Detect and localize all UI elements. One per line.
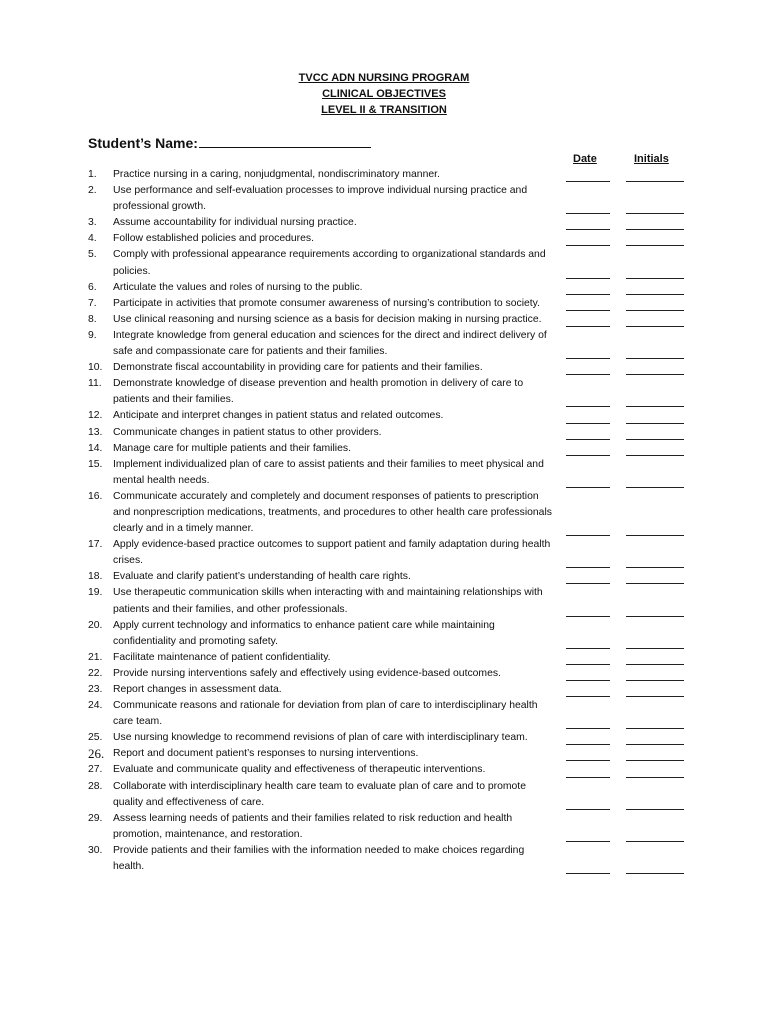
item-number: 6. [88,281,97,293]
list-item [88,408,688,424]
item-text: Demonstrate fiscal accountability in providing care for patients and their families. [113,362,483,374]
date-blank[interactable] [566,680,610,681]
date-blank[interactable] [566,294,610,295]
date-blank[interactable] [566,760,610,761]
item-number: 3. [88,217,97,229]
date-blank[interactable] [566,278,610,279]
student-name-label: Student’s Name: [88,135,198,151]
item-number: 23. [88,684,103,695]
initials-blank[interactable] [626,567,684,568]
date-blank[interactable] [566,583,610,584]
date-blank[interactable] [566,374,610,375]
item-text: Integrate knowledge from general education and sciences for the direct and indirect delivery of safe and compassionate care for patients and their families. [113,329,547,358]
initials-blank[interactable] [626,616,684,617]
item-text: Participate in activities that promote consumer awareness of nursing’s contribution to society. [113,297,540,309]
date-blank[interactable] [566,841,610,842]
date-column-header: Date [573,153,597,165]
initials-blank[interactable] [626,374,684,375]
initials-blank[interactable] [626,406,684,407]
initials-blank[interactable] [626,487,684,488]
item-number: 16. [88,490,103,502]
item-text: Manage care for multiple patients and their families. [113,442,351,454]
list-item [88,457,688,489]
list-item [88,183,688,215]
item-number: 25. [88,732,103,744]
initials-blank[interactable] [626,777,684,778]
initials-blank[interactable] [626,358,684,359]
list-item [88,746,688,762]
item-number: 29. [88,812,103,824]
item-text: Provide patients and their families with the information needed to make choices regarding health. [113,844,525,873]
item-number: 10. [88,362,103,374]
item-text: Use clinical reasoning and nursing science as a basis for decision making in nursing practice. [113,313,542,325]
initials-blank[interactable] [626,728,684,729]
list-item [88,762,688,778]
objective-list [88,167,688,875]
list-item [88,231,688,247]
program-title: TVCC ADN NURSING PROGRAM [298,72,470,84]
item-text: Report changes in assessment data. [113,684,282,695]
item-number: 28. [88,780,103,792]
item-number: 7. [88,297,97,309]
initials-blank[interactable] [626,809,684,810]
initials-blank[interactable] [626,455,684,456]
list-item [88,360,688,376]
date-blank[interactable] [566,358,610,359]
list-item [88,843,688,875]
item-number: 4. [88,233,97,245]
initials-blank[interactable] [626,294,684,295]
date-blank[interactable] [566,326,610,327]
item-text: Assess learning needs of patients and their families related to risk reduction and health promotion, maintenance, and restoration. [113,812,513,840]
item-text: Assume accountability for individual nursing practice. [113,217,357,229]
item-text: Collaborate with interdisciplinary health care team to evaluate plan of care and to promote quality and effectiveness of care. [113,780,526,808]
date-blank[interactable] [566,809,610,810]
list-item [88,569,688,585]
date-blank[interactable] [566,616,610,617]
date-blank[interactable] [566,213,610,214]
initials-blank[interactable] [626,648,684,649]
item-number: 5. [88,249,97,261]
list-item [88,730,688,746]
list-item [88,698,688,730]
list-item [88,537,688,569]
item-text: Demonstrate knowledge of disease prevention and health promotion in delivery of care to patients and their families. [113,378,524,406]
item-number: 27. [88,764,103,776]
item-number: 9. [88,329,97,341]
item-number: 20. [88,619,103,631]
list-item [88,280,688,296]
initials-blank[interactable] [626,326,684,327]
item-number: 17. [88,539,103,551]
initials-blank[interactable] [626,245,684,246]
item-text: Apply evidence-based practice outcomes to support patient and family adaptation during health crises. [113,539,551,567]
item-text: Evaluate and communicate quality and effectiveness of therapeutic interventions. [113,764,486,776]
date-blank[interactable] [566,744,610,745]
initials-blank[interactable] [626,841,684,842]
item-text: Follow established policies and procedures. [113,233,314,245]
level-title: LEVEL II & TRANSITION [321,104,447,116]
item-number: 22. [88,667,103,679]
list-item [88,425,688,441]
item-text: Use therapeutic communication skills when interacting with and maintaining relationships with patients and their families, and other professionals. [113,587,543,615]
initials-blank[interactable] [626,213,684,214]
initials-column-header: Initials [634,153,669,165]
item-text: Implement individualized plan of care to assist patients and their families to meet physical and mental health needs. [113,458,544,486]
item-text: Facilitate maintenance of patient confidentiality. [113,651,331,663]
item-text: Use performance and self-evaluation processes to improve individual nursing practice and professional growth. [113,185,528,213]
date-blank[interactable] [566,664,610,665]
initials-blank[interactable] [626,181,684,182]
list-item [88,682,688,698]
initials-blank[interactable] [626,680,684,681]
initials-blank[interactable] [626,744,684,745]
item-text: Comply with professional appearance requirements according to organizational standards and policies. [113,249,546,277]
date-blank[interactable] [566,181,610,182]
item-number: 13. [88,426,103,438]
initials-blank[interactable] [626,873,684,874]
initials-blank[interactable] [626,423,684,424]
list-item [88,650,688,666]
list-item [88,441,688,457]
initials-blank[interactable] [626,583,684,584]
initials-blank[interactable] [626,535,684,536]
list-item [88,328,688,360]
list-item [88,489,688,537]
date-blank[interactable] [566,423,610,424]
item-number: 21. [88,651,103,663]
date-blank[interactable] [566,777,610,778]
item-number: 19. [88,587,103,599]
initials-blank[interactable] [626,310,684,311]
list-item [88,811,688,843]
list-item [88,666,688,682]
item-text: Anticipate and interpret changes in patient status and related outcomes. [113,410,444,422]
item-number: 2. [88,185,97,197]
item-number: 8. [88,313,97,325]
item-number: 30. [88,844,103,856]
student-name-row [88,135,371,151]
date-blank[interactable] [566,229,610,230]
item-text: Communicate accurately and completely and document responses of patients to prescription and nonprescription medications, treatments, and procedures to other health care professionals clearly and in a timely manner. [113,490,552,535]
item-text: Provide nursing interventions safely and effectively using evidence-based outcomes. [113,667,501,679]
item-text: Evaluate and clarify patient’s understanding of health care rights. [113,571,411,583]
initials-blank[interactable] [626,229,684,230]
date-blank[interactable] [566,487,610,488]
objectives-title: CLINICAL OBJECTIVES [322,88,446,100]
list-item [88,215,688,231]
list-item [88,296,688,312]
date-blank[interactable] [566,455,610,456]
list-item [88,376,688,408]
student-name-field[interactable] [199,135,371,148]
date-blank[interactable] [566,648,610,649]
date-blank[interactable] [566,873,610,874]
item-text: Articulate the values and roles of nursing to the public. [113,281,363,293]
date-blank[interactable] [566,245,610,246]
date-blank[interactable] [566,310,610,311]
list-item [88,585,688,617]
item-text: Use nursing knowledge to recommend revisions of plan of care with interdisciplinary team. [113,732,528,744]
item-text: Communicate reasons and rationale for deviation from plan of care to interdisciplinary health care team. [113,700,538,728]
date-blank[interactable] [566,567,610,568]
initials-blank[interactable] [626,760,684,761]
item-number: 18. [88,571,103,583]
item-text: Apply current technology and informatics to enhance patient care while maintaining confidentiality and promoting safety. [113,619,495,647]
item-number: 11. [88,378,102,390]
item-text: Report and document patient’s responses to nursing interventions. [113,748,419,760]
initials-blank[interactable] [626,278,684,279]
item-number: 26. [88,746,105,762]
date-blank[interactable] [566,406,610,407]
list-item [88,618,688,650]
date-blank[interactable] [566,696,610,697]
item-text: Communicate changes in patient status to other providers. [113,426,382,438]
date-blank[interactable] [566,728,610,729]
list-item [88,779,688,811]
item-text: Practice nursing in a caring, nonjudgmental, nondiscriminatory manner. [113,169,440,180]
item-number: 1. [88,169,97,180]
list-item [88,247,688,279]
item-number: 14. [88,442,103,454]
date-blank[interactable] [566,439,610,440]
item-number: 24. [88,700,103,712]
document-header [0,70,768,118]
list-item [88,312,688,328]
initials-blank[interactable] [626,439,684,440]
initials-blank[interactable] [626,664,684,665]
item-number: 15. [88,458,103,470]
list-item [88,167,688,183]
date-blank[interactable] [566,535,610,536]
initials-blank[interactable] [626,696,684,697]
item-number: 12. [88,410,103,422]
